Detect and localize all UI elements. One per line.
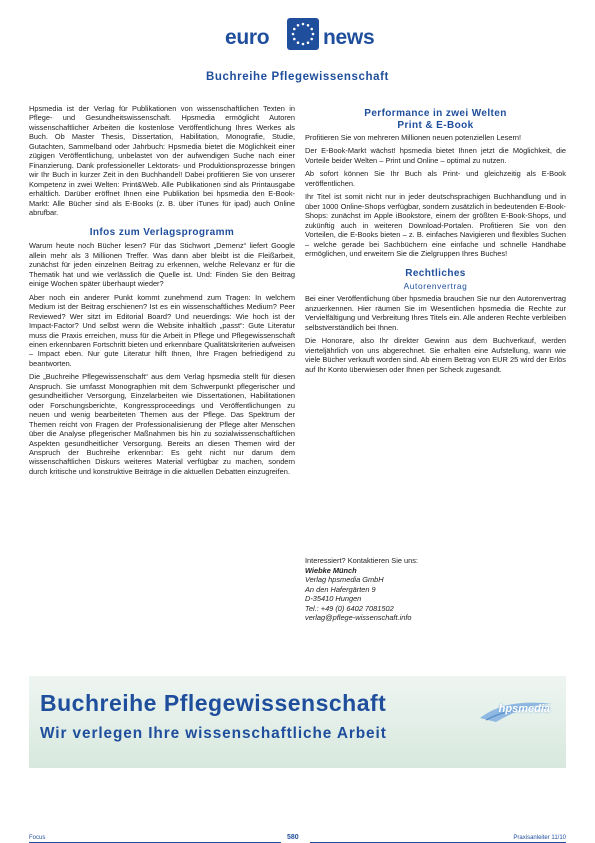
hpsmedia-logo-icon [476,696,556,726]
section-subheading-autorenvertrag: Autorenvertrag [403,281,468,292]
paragraph: Der E-Book-Markt wächst! hpsmedia bietet Ihnen jetzt die Möglichkeit, die Vorteile beider Welten – Print und Online – optimal zu nutzen. [305,146,566,165]
banner-title: Buchreihe Pflegewissenschaft [40,690,387,716]
paragraph: Aber noch ein anderer Punkt kommt zunehmend zum Tragen: In welchem Medium ist der Beitrag erschienen? Ist es ein wissenschaftliches Medium? Peer Reviewed? Wer sitzt im Editorial Board? Und neuerdings: Wie hoch ist der Impact-Factor? Und selbst wenn die Website inhaltlich „passt“: Gute Literatur muss die Praxis erreichen, muss für die Arbeit in Pflege und Pflegewissenschaft einen erkennbaren Fortschritt bieten und erkennbare Qualitätskriterien aufweisen – Impact eben. Nur gute Literatur hilft Ihnen, Ihre Fragen befriedigend zu beantworten. [29,292,295,368]
contact-email[interactable]: verlag@pflege-wissenschaft.info [305,613,412,622]
section-heading-verlagsprogramm: Infos zum Verlagsprogramm [89,227,235,239]
paragraph: Ab sofort können Sie Ihr Buch als Print- und gleichzeitig als E-Book veröffentlichen. [305,169,566,188]
right-column [305,108,566,378]
eu-stars-icon [287,18,319,50]
contact-block [305,556,566,623]
section-heading-rechtliches: Rechtliches [405,268,466,280]
paragraph: Profitieren Sie von mehreren Millionen neuen potenziellen Lesern! [305,133,522,142]
eu-stars-graphic [287,18,319,50]
euronews-logo [225,18,375,54]
contact-phone: Tel.: +49 (0) 6402 7081502 [305,603,394,613]
paragraph: Bei einer Veröffentlichung über hpsmedia brauchen Sie nur den Autorenvertrag anzuerkennen. Hier räumen Sie im Wesentlichen hpsmedia die Rechte zur Vervielfältigung und Verbreitung Ihres Titels ein. Alle anderen Rechte verbleiben selbstverständlich bei Ihnen. [305,294,566,332]
intro-paragraph: Hpsmedia ist der Verlag für Publikationen von wissenschaftlichen Texten in Pflege- und Gesundheitswissenschaft. Hpsmedia ermöglicht Autoren wissenschaftlicher Arbeiten die kostenlose Veröffentlichung Ihres Werkes als Buch. Ob Master Thesis, Dissertation, Habilitation, Monografie, Studie, Gutachten, Sammelband oder Jahrbuch: Hpsmedia bietet die Möglichkeit einer zügigen Veröffentlichung, unbelastet von der aufwendigen Suche nach einer Finanzierung. Dank professioneller Lektorats- und Produktionsprozesse bringen wir Ihr Buch in kurzer Zeit in den Buchhandel! Dabei profitieren Sie von unserer Kompetenz in zwei Welten: Print&Web. Alle Publikationen sind als Printausgabe erhältlich. Darüber eröffnet Ihnen eine Publikation bei hpsmedia den E-Book-Markt: Alle Bücher sind als E-Books (z. B. über iTunes für ipad) auch Online abrufbar. [29,104,295,217]
logo-word-news: news [323,26,375,49]
contact-company: Verlag hpsmedia GmbH [305,575,384,584]
paragraph: Ihr Titel ist somit nicht nur in jeder deutschsprachigen Buchhandlung und in über 1000 Online-Shops verfügbar, sondern zusätzlich in bedeutenden E-Book-Shops: zunächst im Apple iBookstore, einem der größten E-Book-Shops, und zukünftig auch in weiteren Download-Portalen. Profitieren Sie von den Vorteilen, die E-Books bieten – z. B. einfaches Navigieren und flexibles Suchen – welche gerade bei Sachbüchern eine einfache und schnelle Handhabe ermöglichen, und erweitern Sie die Zielgruppen Ihres Buches! [305,192,566,258]
promo-banner [29,676,566,768]
left-column [29,104,295,480]
footer-publication: Praxisanleiter 11/10 [513,835,566,841]
contact-street: An den Hafergärten 9 [305,584,376,594]
paragraph: Die „Buchreihe Pflegewissenschaft“ aus dem Verlag hpsmedia stellt für diesen Anspruch. Sie umfasst Monographien mit dem Schwerpunkt pflegerischer und gesundheitlicher Versorgung, Einzelarbeiten wie Dissertationen, Habilitationen oder Forschungsberichte, Kongressproceedings und Veröffentlichungen zu neuen und wenig bearbeiteten Themen aus der Pflege. Das Spektrum der Themen reicht von Fragen der Professionalisierung der Pflege alter Menschen über die Analyse pflegerischer Maßnahmen bis hin zu sozialwissenschaftlichen Aspekten gesundheitlicher Versorgung. Bereits an diesen Themen wird der Anspruch der Buchreihe erkennbar: Es geht nicht nur darum dem wissenschaftlichen Diskurs weiteres Material verfügbar zu machen, sondern durch kritische und konstruktive Beiträge in die aktuellen Debatten einzugreifen. [29,372,295,476]
contact-city: D-35410 Hungen [305,594,362,603]
paragraph: Warum heute noch Bücher lesen? Für das Stichwort „Demenz“ liefert Google allein mehr als 3 Millionen Treffer. Was dann aber bleibt ist die Fleißarbeit, zunächst für jeden einzelnen Beitrag zu erkennen, welche Relevanz er für die Thematik hat und wie verlässlich die Quelle ist. Und: Finden Sie den Beitrag einige Wochen später überhaupt wieder? [29,241,295,289]
series-heading: Buchreihe Pflegewissenschaft [206,71,389,83]
section-heading-performance: Performance in zwei Welten [364,108,507,119]
logo-word-euro: euro [225,26,270,49]
paragraph: Die Honorare, also Ihr direkter Gewinn aus dem Buchverkauf, werden vierteljährlich von uns abgerechnet. Sie erhalten eine Aufstellung, wann wie viele Bücher verkauft worden sind. Ab einem Betrag von EUR 25 wird der Erlös auf Ihr Konto überwiesen oder Ihnen per Scheck zugesandt. [305,336,566,374]
footer-section-label: Focus [29,835,46,841]
banner-subtitle: Wir verlegen Ihre wissenschaftliche Arbeit [40,725,387,742]
contact-intro: Interessiert? Kontaktieren Sie uns: [305,556,418,565]
hpsmedia-badge-text: hpsmedia [498,703,550,715]
footer-page-number: 580 [287,834,299,841]
section-heading-print-ebook: Print & E-Book [397,120,474,131]
contact-name: Wiebke Münch [305,565,357,575]
